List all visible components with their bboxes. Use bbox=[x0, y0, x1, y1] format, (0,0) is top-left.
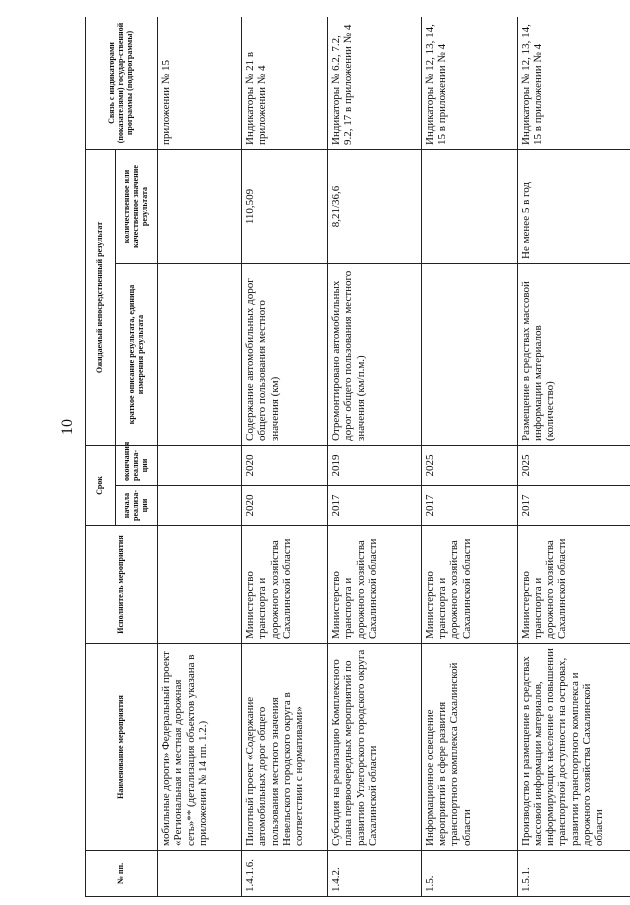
table-row bbox=[241, 17, 327, 897]
cell-value bbox=[158, 150, 242, 264]
header-link: Связь с индикаторами (показателями) государ-ственной программы (подпрограммы) bbox=[86, 17, 158, 150]
cell-desc bbox=[158, 264, 242, 446]
cell-executor: Министерство транспорта и дорожного хозяйства Сахалинской области bbox=[517, 526, 630, 644]
cell-num: 1.4.2. bbox=[328, 851, 421, 897]
header-expected-desc: краткое описание результата, единица измерения результата bbox=[116, 264, 158, 446]
page-number: 10 bbox=[59, 419, 76, 435]
cell-executor bbox=[158, 526, 242, 644]
cell-value bbox=[421, 150, 517, 264]
cell-end: 2025 bbox=[517, 446, 630, 486]
cell-start bbox=[158, 486, 242, 526]
header-term: Срок bbox=[86, 446, 116, 526]
cell-desc: Размещение в средствах массовой информации материалов (количество) bbox=[517, 264, 630, 446]
header-executor: Исполнитель мероприятия bbox=[86, 526, 158, 644]
cell-name: Информационное освещение мероприятий в сфере развития транспортного комплекса Сахалинской области bbox=[421, 644, 517, 851]
cell-start: 2017 bbox=[421, 486, 517, 526]
cell-end: 2020 bbox=[241, 446, 327, 486]
cell-value: 110,509 bbox=[241, 150, 327, 264]
document-table-area bbox=[85, 17, 630, 897]
cell-desc: Отремонтировано автомобильных дорог общего пользования местного значения (км/п.м.) bbox=[328, 264, 421, 446]
cell-end: 2025 bbox=[421, 446, 517, 486]
measures-table bbox=[85, 17, 630, 897]
header-name: Наименование мероприятия bbox=[86, 644, 158, 851]
cell-num bbox=[158, 851, 242, 897]
cell-name: Производство и размещение в средствах массовой информации материалов, информирующих население о повышении транспортной доступности на островах, развитии транспортного комплекса и дорожного хозяйства Сахалинской области bbox=[517, 644, 630, 851]
cell-value: 8,21/36,6 bbox=[328, 150, 421, 264]
header-expected-value: количественное или качественное значение результата bbox=[116, 150, 158, 264]
header-num: № пп. bbox=[86, 851, 158, 897]
header-term-start: начала реализа-ции bbox=[116, 486, 158, 526]
cell-link: Индикаторы № 12, 13, 14, 15 в приложении № 4 bbox=[421, 17, 517, 150]
table-row bbox=[328, 17, 421, 897]
cell-link: Индикаторы № 6.2, 7.2, 9.2, 17 в приложении № 4 bbox=[328, 17, 421, 150]
cell-name: мобильные дороги» Федеральный проект «Региональная и местная дорожная сеть»** (детализация объектов указана в приложении № 14 пп. 1.2.) bbox=[158, 644, 242, 851]
cell-start: 2017 bbox=[328, 486, 421, 526]
cell-start: 2020 bbox=[241, 486, 327, 526]
cell-num: 1.4.1.6. bbox=[241, 851, 327, 897]
cell-name: Пилотный проект «Содержание автомобильных дорог общего пользования местного значения Невельского городского округа в соответствии с нормативами» bbox=[241, 644, 327, 851]
cell-num: 1.5.1. bbox=[517, 851, 630, 897]
table-row bbox=[158, 17, 242, 897]
table-row bbox=[517, 17, 630, 897]
cell-name: Субсидия на реализацию Комплексного плана первоочередных мероприятий по развитию Углегорского городского округа Сахалинской области bbox=[328, 644, 421, 851]
cell-executor: Министерство транспорта и дорожного хозяйства Сахалинской области bbox=[241, 526, 327, 644]
cell-link: Индикаторы № 12, 13, 14, 15 в приложении № 4 bbox=[517, 17, 630, 150]
cell-executor: Министерство транспорта и дорожного хозяйства Сахалинской области bbox=[421, 526, 517, 644]
header-expected: Ожидаемый непосредственный результат bbox=[86, 150, 116, 446]
cell-desc bbox=[421, 264, 517, 446]
cell-desc: Содержание автомобильных дорог общего пользования местного значения (км) bbox=[241, 264, 327, 446]
cell-num: 1.5. bbox=[421, 851, 517, 897]
cell-end: 2019 bbox=[328, 446, 421, 486]
cell-end bbox=[158, 446, 242, 486]
header-term-end: окончания реализа-ции bbox=[116, 446, 158, 486]
cell-start: 2017 bbox=[517, 486, 630, 526]
cell-value: Не менее 5 в год bbox=[517, 150, 630, 264]
cell-link: Индикаторы № 21 в приложении № 4 bbox=[241, 17, 327, 150]
cell-executor: Министерство транспорта и дорожного хозяйства Сахалинской области bbox=[328, 526, 421, 644]
cell-link: приложении № 15 bbox=[158, 17, 242, 150]
table-row bbox=[421, 17, 517, 897]
